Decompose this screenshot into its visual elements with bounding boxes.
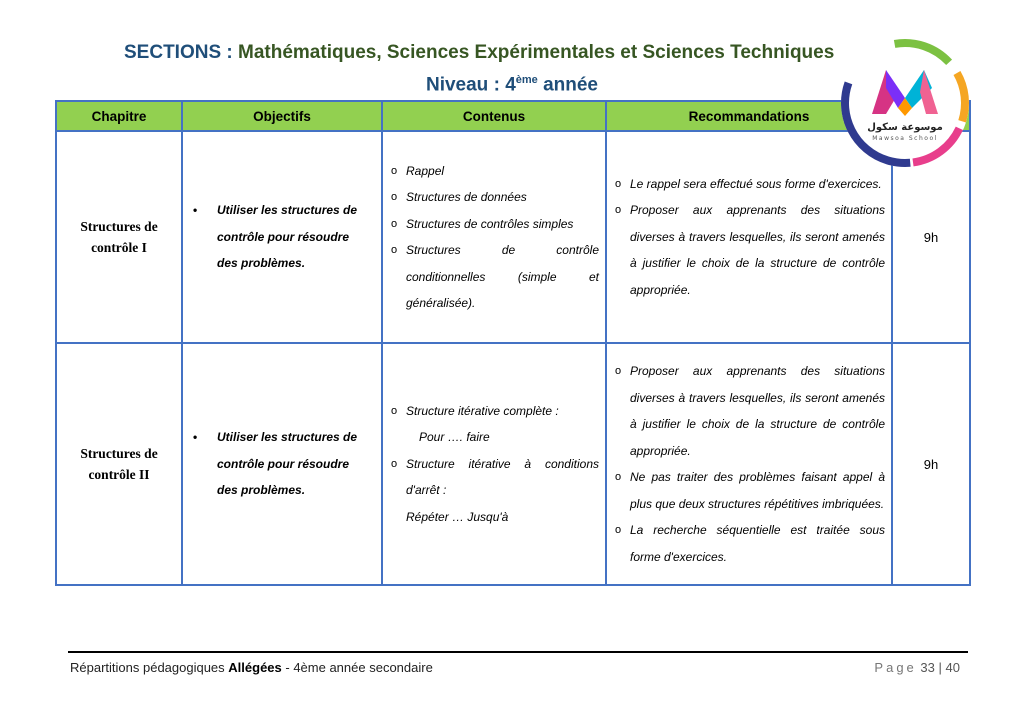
bullet-icon: • bbox=[193, 203, 198, 218]
footer-divider bbox=[68, 651, 968, 653]
objectif-line: contrôle pour résoudre bbox=[217, 456, 350, 471]
sections-label: SECTIONS : bbox=[124, 42, 233, 63]
niveau-label: Niveau : bbox=[425, 74, 500, 96]
bullet-icon: • bbox=[193, 430, 198, 445]
recommandation-item: o Proposer aux apprenants des situations diverses à travers lesquelles, ils seront amenés à justifier le choix de la structure de contrôle appropriée. bbox=[613, 197, 885, 303]
header-contenus: Contenus bbox=[382, 101, 606, 131]
chapitre-line: Structures de bbox=[80, 219, 158, 234]
objectif-line: des problèmes. bbox=[217, 256, 306, 271]
footer-post: - 4ème année secondaire bbox=[281, 660, 433, 675]
recommandation-item: o La recherche séquentielle est traitée sous forme d'exercices. bbox=[613, 517, 885, 570]
contenu-item: Pour …. faire bbox=[419, 430, 490, 445]
cell-contenus bbox=[382, 131, 606, 343]
cell-chapitre bbox=[56, 343, 182, 585]
sections-value: Mathématiques, Sciences Expérimentales et Sciences Techniques bbox=[238, 42, 835, 63]
niveau-num: 4 bbox=[505, 74, 516, 96]
cell-duree: 9h bbox=[892, 343, 970, 585]
cell-objectif bbox=[182, 343, 382, 585]
objectif-line: contrôle pour résoudre bbox=[217, 229, 350, 244]
contenu-item: o Structure itérative à conditions d'arrêt : bbox=[389, 451, 599, 504]
cell-recommandations bbox=[606, 343, 892, 585]
cell-duree: 9h bbox=[892, 131, 970, 343]
header-objectifs: Objectifs bbox=[182, 101, 382, 131]
chapitre-line: contrôle II bbox=[88, 467, 150, 482]
mawsoa-school-logo bbox=[838, 36, 972, 170]
cell-objectif bbox=[182, 131, 382, 343]
header-recommandations: Recommandations bbox=[606, 101, 892, 131]
table-row bbox=[56, 131, 970, 343]
logo-arabic-text: موسوعة سكول bbox=[867, 122, 943, 133]
page-total: 40 bbox=[945, 660, 960, 675]
table-row bbox=[56, 343, 970, 585]
page-word: Page bbox=[874, 660, 917, 675]
contenu-item: o Structure itérative complète : bbox=[389, 398, 599, 425]
page-current: 33 bbox=[920, 660, 935, 675]
objectif-line: des problèmes. bbox=[217, 483, 306, 498]
recommandation-item: o Le rappel sera effectué sous forme d'exercices. bbox=[613, 171, 885, 198]
contenu-item: Répéter … Jusqu'à bbox=[406, 509, 509, 524]
chapitre-line: Structures de bbox=[80, 446, 158, 461]
chapitre-line: contrôle I bbox=[91, 240, 147, 255]
programme-table bbox=[55, 100, 971, 586]
cell-contenus bbox=[382, 343, 606, 585]
header-chapitre: Chapitre bbox=[56, 101, 182, 131]
recommandation-item: o Proposer aux apprenants des situations diverses à travers lesquelles, ils seront amenés à justifier le choix de la structure de contrôle appropriée. bbox=[613, 358, 885, 464]
footer-bold: Allégées bbox=[228, 660, 282, 675]
cell-chapitre bbox=[56, 131, 182, 343]
niveau-sup: ème bbox=[515, 74, 538, 86]
sections-title bbox=[124, 42, 884, 68]
footer-pre: Répartitions pédagogiques bbox=[70, 660, 229, 675]
objectif-line: Utiliser les structures de bbox=[217, 430, 358, 445]
footer-title bbox=[70, 660, 433, 675]
logo-english-text: Mawsoa School bbox=[872, 135, 938, 142]
recommandation-item: o Ne pas traiter des problèmes faisant appel à plus que deux structures répétitives imbriquées. bbox=[613, 464, 885, 517]
objectif-line: Utiliser les structures de bbox=[217, 203, 358, 218]
contenu-item: o Rappel bbox=[389, 158, 599, 185]
table-header-row bbox=[56, 101, 970, 131]
page-number bbox=[874, 660, 960, 675]
contenu-item: o Structures de données bbox=[389, 184, 599, 211]
niveau-rest: année bbox=[543, 74, 598, 96]
contenu-item: o Structures de contrôle conditionnelles (simple et généralisée). bbox=[389, 237, 599, 317]
page-separator: | bbox=[938, 660, 942, 675]
contenu-item: o Structures de contrôles simples bbox=[389, 211, 599, 238]
